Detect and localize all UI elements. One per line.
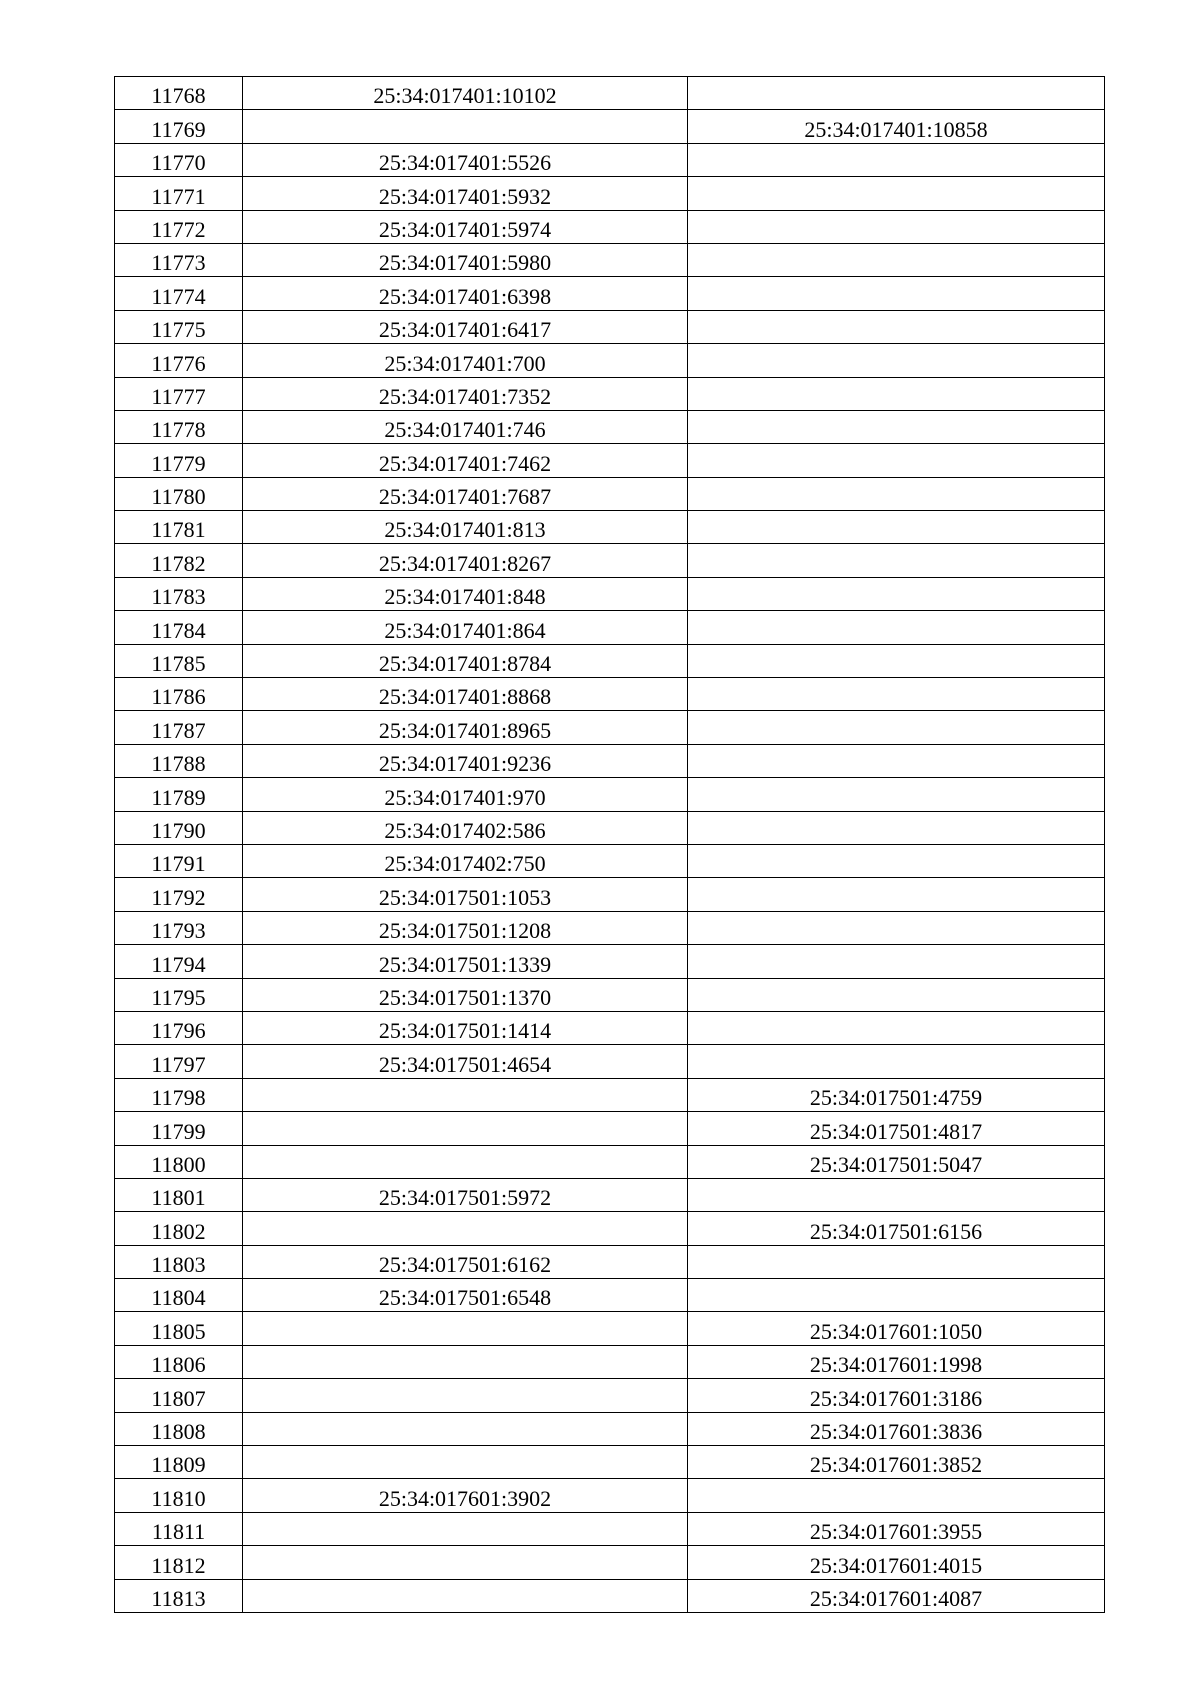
row-number-cell: 11782 bbox=[115, 544, 243, 577]
number-column-a-cell: 25:34:017401:848 bbox=[243, 577, 688, 610]
number-column-a-cell: 25:34:017401:8267 bbox=[243, 544, 688, 577]
row-number-cell: 11783 bbox=[115, 577, 243, 610]
number-column-a-cell: 25:34:017401:5932 bbox=[243, 177, 688, 210]
number-column-b-cell bbox=[688, 611, 1105, 644]
row-number-cell: 11798 bbox=[115, 1078, 243, 1111]
table-row bbox=[115, 243, 1105, 276]
number-column-a-cell: 25:34:017501:1414 bbox=[243, 1011, 688, 1044]
row-number-cell: 11792 bbox=[115, 878, 243, 911]
row-number-cell: 11768 bbox=[115, 77, 243, 110]
number-column-a-cell: 25:34:017401:8965 bbox=[243, 711, 688, 744]
number-column-b-cell bbox=[688, 243, 1105, 276]
table-row bbox=[115, 1178, 1105, 1211]
number-column-a-cell: 25:34:017401:864 bbox=[243, 611, 688, 644]
number-column-b-cell bbox=[688, 1011, 1105, 1044]
number-column-a-cell bbox=[243, 1145, 688, 1178]
number-column-a-cell: 25:34:017401:970 bbox=[243, 778, 688, 811]
cadastral-table bbox=[114, 76, 1105, 1613]
table-row bbox=[115, 678, 1105, 711]
table-row bbox=[115, 945, 1105, 978]
table-row bbox=[115, 1446, 1105, 1479]
table-row bbox=[115, 444, 1105, 477]
number-column-b-cell bbox=[688, 945, 1105, 978]
number-column-b-cell bbox=[688, 678, 1105, 711]
number-column-b-cell bbox=[688, 410, 1105, 443]
number-column-b-cell bbox=[688, 778, 1105, 811]
number-column-b-cell: 25:34:017601:1050 bbox=[688, 1312, 1105, 1345]
table-row bbox=[115, 1245, 1105, 1278]
number-column-b-cell bbox=[688, 744, 1105, 777]
number-column-b-cell bbox=[688, 577, 1105, 610]
row-number-cell: 11810 bbox=[115, 1479, 243, 1512]
number-column-a-cell: 25:34:017501:6548 bbox=[243, 1279, 688, 1312]
number-column-a-cell bbox=[243, 1345, 688, 1378]
number-column-b-cell bbox=[688, 711, 1105, 744]
table-row bbox=[115, 1345, 1105, 1378]
number-column-b-cell: 25:34:017601:4015 bbox=[688, 1546, 1105, 1579]
number-column-a-cell: 25:34:017401:700 bbox=[243, 344, 688, 377]
number-column-a-cell: 25:34:017401:746 bbox=[243, 410, 688, 443]
number-column-a-cell bbox=[243, 1446, 688, 1479]
number-column-b-cell bbox=[688, 1479, 1105, 1512]
number-column-a-cell: 25:34:017501:5972 bbox=[243, 1178, 688, 1211]
number-column-b-cell bbox=[688, 511, 1105, 544]
table-row bbox=[115, 210, 1105, 243]
number-column-b-cell: 25:34:017601:1998 bbox=[688, 1345, 1105, 1378]
number-column-b-cell bbox=[688, 210, 1105, 243]
number-column-a-cell: 25:34:017501:1339 bbox=[243, 945, 688, 978]
number-column-a-cell: 25:34:017401:5974 bbox=[243, 210, 688, 243]
number-column-b-cell bbox=[688, 1045, 1105, 1078]
table-row bbox=[115, 978, 1105, 1011]
number-column-b-cell: 25:34:017501:5047 bbox=[688, 1145, 1105, 1178]
number-column-a-cell: 25:34:017401:6398 bbox=[243, 277, 688, 310]
row-number-cell: 11794 bbox=[115, 945, 243, 978]
row-number-cell: 11803 bbox=[115, 1245, 243, 1278]
number-column-a-cell: 25:34:017401:10102 bbox=[243, 77, 688, 110]
number-column-a-cell: 25:34:017401:6417 bbox=[243, 310, 688, 343]
table-row bbox=[115, 911, 1105, 944]
number-column-a-cell: 25:34:017402:750 bbox=[243, 844, 688, 877]
number-column-a-cell bbox=[243, 1212, 688, 1245]
table-row bbox=[115, 611, 1105, 644]
table-row bbox=[115, 477, 1105, 510]
row-number-cell: 11773 bbox=[115, 243, 243, 276]
number-column-b-cell bbox=[688, 344, 1105, 377]
number-column-b-cell bbox=[688, 978, 1105, 1011]
number-column-a-cell: 25:34:017501:6162 bbox=[243, 1245, 688, 1278]
row-number-cell: 11791 bbox=[115, 844, 243, 877]
table-row bbox=[115, 1412, 1105, 1445]
row-number-cell: 11799 bbox=[115, 1112, 243, 1145]
table-row bbox=[115, 1512, 1105, 1545]
number-column-b-cell bbox=[688, 878, 1105, 911]
table-row bbox=[115, 1011, 1105, 1044]
table-row bbox=[115, 744, 1105, 777]
row-number-cell: 11790 bbox=[115, 811, 243, 844]
number-column-b-cell: 25:34:017401:10858 bbox=[688, 110, 1105, 143]
number-column-a-cell: 25:34:017401:8868 bbox=[243, 678, 688, 711]
table-row bbox=[115, 1379, 1105, 1412]
row-number-cell: 11797 bbox=[115, 1045, 243, 1078]
row-number-cell: 11775 bbox=[115, 310, 243, 343]
table-row bbox=[115, 410, 1105, 443]
row-number-cell: 11778 bbox=[115, 410, 243, 443]
number-column-a-cell bbox=[243, 110, 688, 143]
table-row bbox=[115, 511, 1105, 544]
table-row bbox=[115, 878, 1105, 911]
number-column-b-cell bbox=[688, 1178, 1105, 1211]
number-column-b-cell bbox=[688, 911, 1105, 944]
number-column-b-cell: 25:34:017601:3836 bbox=[688, 1412, 1105, 1445]
table-row bbox=[115, 1279, 1105, 1312]
table-row bbox=[115, 1145, 1105, 1178]
row-number-cell: 11800 bbox=[115, 1145, 243, 1178]
number-column-a-cell: 25:34:017501:1370 bbox=[243, 978, 688, 1011]
row-number-cell: 11807 bbox=[115, 1379, 243, 1412]
number-column-b-cell bbox=[688, 77, 1105, 110]
number-column-a-cell: 25:34:017401:5980 bbox=[243, 243, 688, 276]
number-column-b-cell bbox=[688, 143, 1105, 176]
table-row bbox=[115, 1078, 1105, 1111]
number-column-b-cell bbox=[688, 277, 1105, 310]
number-column-a-cell bbox=[243, 1546, 688, 1579]
number-column-a-cell: 25:34:017501:1053 bbox=[243, 878, 688, 911]
number-column-a-cell bbox=[243, 1512, 688, 1545]
row-number-cell: 11785 bbox=[115, 644, 243, 677]
number-column-b-cell: 25:34:017601:3955 bbox=[688, 1512, 1105, 1545]
row-number-cell: 11777 bbox=[115, 377, 243, 410]
number-column-a-cell bbox=[243, 1312, 688, 1345]
row-number-cell: 11776 bbox=[115, 344, 243, 377]
row-number-cell: 11808 bbox=[115, 1412, 243, 1445]
number-column-a-cell: 25:34:017401:813 bbox=[243, 511, 688, 544]
number-column-b-cell bbox=[688, 844, 1105, 877]
number-column-a-cell: 25:34:017401:7462 bbox=[243, 444, 688, 477]
number-column-b-cell bbox=[688, 644, 1105, 677]
number-column-b-cell bbox=[688, 444, 1105, 477]
row-number-cell: 11787 bbox=[115, 711, 243, 744]
table-row bbox=[115, 711, 1105, 744]
row-number-cell: 11784 bbox=[115, 611, 243, 644]
number-column-b-cell bbox=[688, 1279, 1105, 1312]
table-row bbox=[115, 1312, 1105, 1345]
number-column-b-cell bbox=[688, 310, 1105, 343]
row-number-cell: 11770 bbox=[115, 143, 243, 176]
number-column-a-cell bbox=[243, 1112, 688, 1145]
number-column-b-cell bbox=[688, 811, 1105, 844]
number-column-b-cell: 25:34:017501:6156 bbox=[688, 1212, 1105, 1245]
number-column-a-cell: 25:34:017601:3902 bbox=[243, 1479, 688, 1512]
table-row bbox=[115, 310, 1105, 343]
table-row bbox=[115, 1479, 1105, 1512]
row-number-cell: 11772 bbox=[115, 210, 243, 243]
number-column-b-cell: 25:34:017601:4087 bbox=[688, 1579, 1105, 1612]
number-column-a-cell: 25:34:017401:8784 bbox=[243, 644, 688, 677]
row-number-cell: 11771 bbox=[115, 177, 243, 210]
row-number-cell: 11801 bbox=[115, 1178, 243, 1211]
row-number-cell: 11793 bbox=[115, 911, 243, 944]
row-number-cell: 11788 bbox=[115, 744, 243, 777]
table-row bbox=[115, 644, 1105, 677]
row-number-cell: 11795 bbox=[115, 978, 243, 1011]
row-number-cell: 11779 bbox=[115, 444, 243, 477]
row-number-cell: 11781 bbox=[115, 511, 243, 544]
table-body bbox=[115, 77, 1105, 1613]
row-number-cell: 11774 bbox=[115, 277, 243, 310]
table-row bbox=[115, 1112, 1105, 1145]
row-number-cell: 11813 bbox=[115, 1579, 243, 1612]
table-row bbox=[115, 1546, 1105, 1579]
table-row bbox=[115, 377, 1105, 410]
table-row bbox=[115, 277, 1105, 310]
number-column-a-cell: 25:34:017401:7687 bbox=[243, 477, 688, 510]
number-column-a-cell: 25:34:017402:586 bbox=[243, 811, 688, 844]
number-column-a-cell: 25:34:017401:7352 bbox=[243, 377, 688, 410]
number-column-b-cell bbox=[688, 177, 1105, 210]
row-number-cell: 11806 bbox=[115, 1345, 243, 1378]
table-row bbox=[115, 177, 1105, 210]
table-row bbox=[115, 544, 1105, 577]
table-row bbox=[115, 1045, 1105, 1078]
number-column-b-cell bbox=[688, 544, 1105, 577]
number-column-b-cell bbox=[688, 1245, 1105, 1278]
number-column-b-cell: 25:34:017501:4817 bbox=[688, 1112, 1105, 1145]
row-number-cell: 11809 bbox=[115, 1446, 243, 1479]
table-row bbox=[115, 1212, 1105, 1245]
row-number-cell: 11789 bbox=[115, 778, 243, 811]
table-row bbox=[115, 344, 1105, 377]
row-number-cell: 11796 bbox=[115, 1011, 243, 1044]
row-number-cell: 11802 bbox=[115, 1212, 243, 1245]
number-column-b-cell: 25:34:017601:3186 bbox=[688, 1379, 1105, 1412]
row-number-cell: 11804 bbox=[115, 1279, 243, 1312]
number-column-a-cell: 25:34:017501:1208 bbox=[243, 911, 688, 944]
table-row bbox=[115, 1579, 1105, 1612]
row-number-cell: 11805 bbox=[115, 1312, 243, 1345]
table-row bbox=[115, 77, 1105, 110]
number-column-b-cell bbox=[688, 377, 1105, 410]
table-row bbox=[115, 844, 1105, 877]
number-column-a-cell: 25:34:017501:4654 bbox=[243, 1045, 688, 1078]
row-number-cell: 11812 bbox=[115, 1546, 243, 1579]
table-row bbox=[115, 778, 1105, 811]
number-column-b-cell: 25:34:017501:4759 bbox=[688, 1078, 1105, 1111]
table-row bbox=[115, 110, 1105, 143]
number-column-b-cell: 25:34:017601:3852 bbox=[688, 1446, 1105, 1479]
row-number-cell: 11811 bbox=[115, 1512, 243, 1545]
row-number-cell: 11780 bbox=[115, 477, 243, 510]
number-column-a-cell bbox=[243, 1078, 688, 1111]
number-column-a-cell: 25:34:017401:9236 bbox=[243, 744, 688, 777]
row-number-cell: 11786 bbox=[115, 678, 243, 711]
table-row bbox=[115, 811, 1105, 844]
number-column-a-cell bbox=[243, 1379, 688, 1412]
number-column-b-cell bbox=[688, 477, 1105, 510]
number-column-a-cell bbox=[243, 1412, 688, 1445]
table-row bbox=[115, 577, 1105, 610]
table-row bbox=[115, 143, 1105, 176]
row-number-cell: 11769 bbox=[115, 110, 243, 143]
number-column-a-cell bbox=[243, 1579, 688, 1612]
number-column-a-cell: 25:34:017401:5526 bbox=[243, 143, 688, 176]
